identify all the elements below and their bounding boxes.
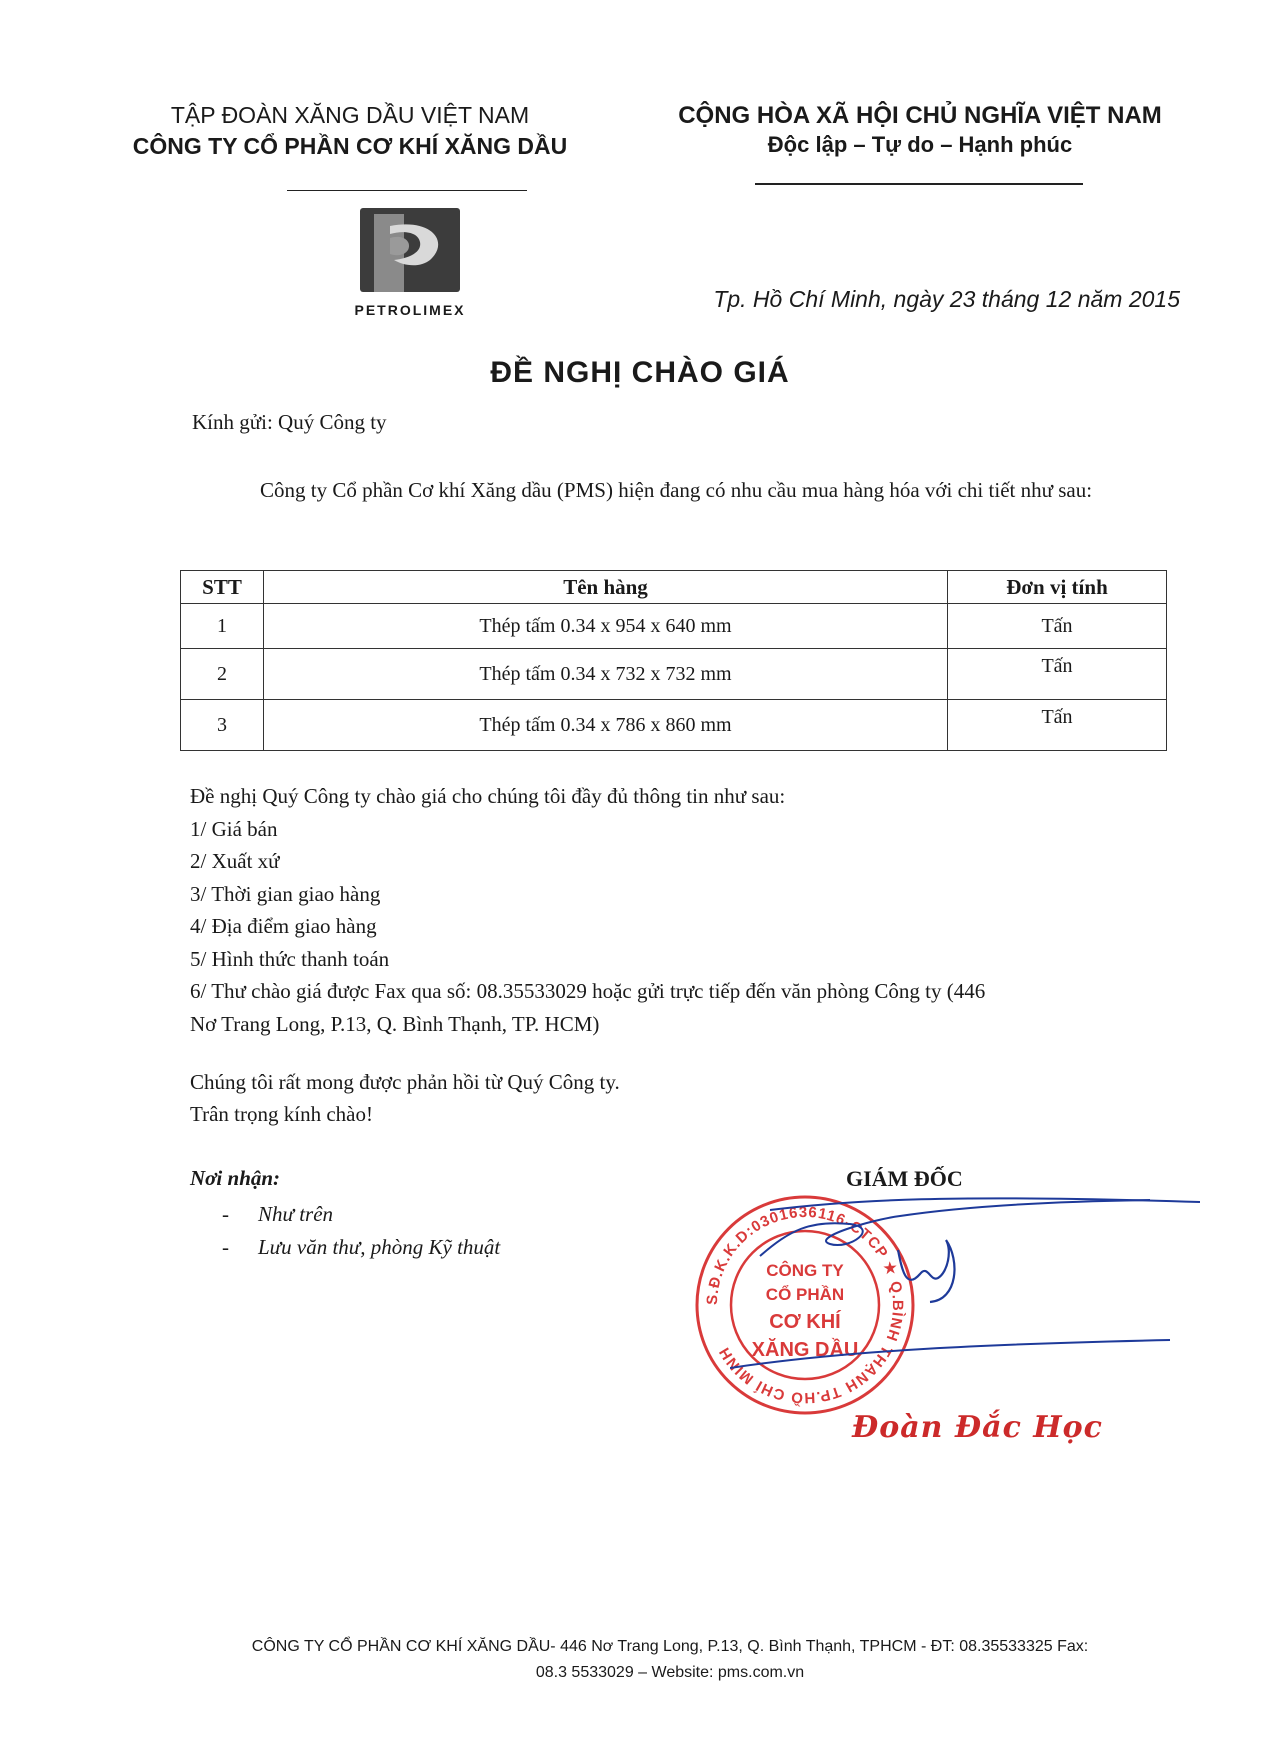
company-name: CÔNG TY CỔ PHẦN CƠ KHÍ XĂNG DẦU [132, 133, 568, 159]
header-divider-left [287, 190, 527, 191]
request-item-delivery-time: 3/ Thời gian giao hàng [190, 881, 381, 906]
stamp-line: CƠ KHÍ [769, 1311, 841, 1333]
cell-unit: Tấn [948, 649, 1167, 700]
stamp-ring-text: S.Đ.K.K.D:0301636116-CTCP ★ Q.BÌNH THẠNH TP.HỒ CHÍ MINH [703, 1203, 907, 1407]
recipients-list [222, 1198, 500, 1264]
cell-unit: Tấn [948, 700, 1167, 751]
items-table [180, 570, 1167, 751]
request-item-payment: 5/ Hình thức thanh toán [190, 946, 390, 971]
parent-org-name: TẬP ĐOÀN XĂNG DẦU VIỆT NAM [170, 102, 530, 128]
closing-section [190, 1066, 620, 1130]
cell-item-name: Thép tấm 0.34 x 786 x 860 mm [264, 700, 948, 751]
request-intro: Đề nghị Quý Công ty chào giá cho chúng tôi đầy đủ thông tin như sau: [190, 784, 786, 808]
footer-address: CÔNG TY CỔ PHẦN CƠ KHÍ XĂNG DẦU- 446 Nơ Trang Long, P.13, Q. Bình Thạnh, TPHCM - ĐT: 08.35533325 Fax: [251, 1638, 1089, 1655]
closing-line: Chúng tôi rất mong được phản hồi từ Quý Công ty. [190, 1070, 620, 1094]
request-item-address: Nơ Trang Long, P.13, Q. Bình Thạnh, TP. HCM) [190, 1011, 600, 1036]
list-item: - Như trên [222, 1202, 334, 1226]
request-item-price: 1/ Giá bán [190, 816, 278, 841]
nation-name: CỘNG HÒA XÃ HỘI CHỦ NGHĨA VIỆT NAM [678, 102, 1162, 129]
request-item-fax: 6/ Thư chào giá được Fax qua số: 08.35533029 hoặc gửi trực tiếp đến văn phòng Công ty (446 [190, 979, 986, 1003]
cell-stt: 1 [181, 604, 264, 649]
table-row [181, 649, 1167, 700]
table-row [181, 700, 1167, 751]
column-header-name: Tên hàng [264, 571, 948, 604]
footer-contact: 08.3 5533029 – Website: pms.com.vn [535, 1664, 805, 1681]
org-header [130, 102, 570, 160]
request-item-delivery-place: 4/ Địa điểm giao hàng [190, 914, 377, 938]
nation-motto: Độc lập – Tự do – Hạnh phúc [767, 132, 1073, 157]
page-footer [180, 1634, 1160, 1686]
closing-greeting: Trân trọng kính chào! [190, 1102, 373, 1126]
recipient-label: Lưu văn thư, phòng Kỹ thuật [258, 1235, 501, 1259]
request-section [190, 780, 1150, 1040]
document-date: Tp. Hồ Chí Minh, ngày 23 tháng 12 năm 2015 [713, 286, 1180, 312]
cell-item-name: Thép tấm 0.34 x 954 x 640 mm [264, 604, 948, 649]
cell-stt: 2 [181, 649, 264, 700]
handwritten-signature [730, 1190, 1200, 1410]
list-item: - Lưu văn thư, phòng Kỹ thuật [222, 1235, 501, 1259]
cell-stt: 3 [181, 700, 264, 751]
logo-wordmark: PETROLIMEX [354, 302, 466, 318]
stamp-line: XĂNG DẦU [751, 1339, 859, 1361]
column-header-stt: STT [181, 571, 264, 604]
signer-position: GIÁM ĐỐC [846, 1166, 963, 1191]
header-divider-right [755, 183, 1083, 185]
recipient-label: Như trên [258, 1202, 334, 1226]
table-row [181, 604, 1167, 649]
cell-unit: Tấn [948, 604, 1167, 649]
request-item-origin: 2/ Xuất xứ [190, 849, 280, 873]
stamp-line: CỔ PHẦN [765, 1285, 845, 1304]
table-header-row [181, 571, 1167, 604]
national-header [660, 102, 1180, 158]
signer-name: Đoàn Đắc Học [852, 1410, 1103, 1445]
petrolimex-logo-icon [360, 208, 460, 292]
salutation: Kính gửi: Quý Công ty [192, 410, 387, 434]
recipients-title: Nơi nhận: [190, 1166, 281, 1190]
column-header-unit: Đơn vị tính [948, 571, 1167, 604]
document-title: ĐỀ NGHỊ CHÀO GIÁ [490, 356, 790, 389]
cell-item-name: Thép tấm 0.34 x 732 x 732 mm [264, 649, 948, 700]
stamp-line: CÔNG TY [766, 1261, 844, 1280]
intro-paragraph: Công ty Cổ phần Cơ khí Xăng dầu (PMS) hiện đang có nhu cầu mua hàng hóa với chi tiết như sau: [260, 478, 1093, 502]
